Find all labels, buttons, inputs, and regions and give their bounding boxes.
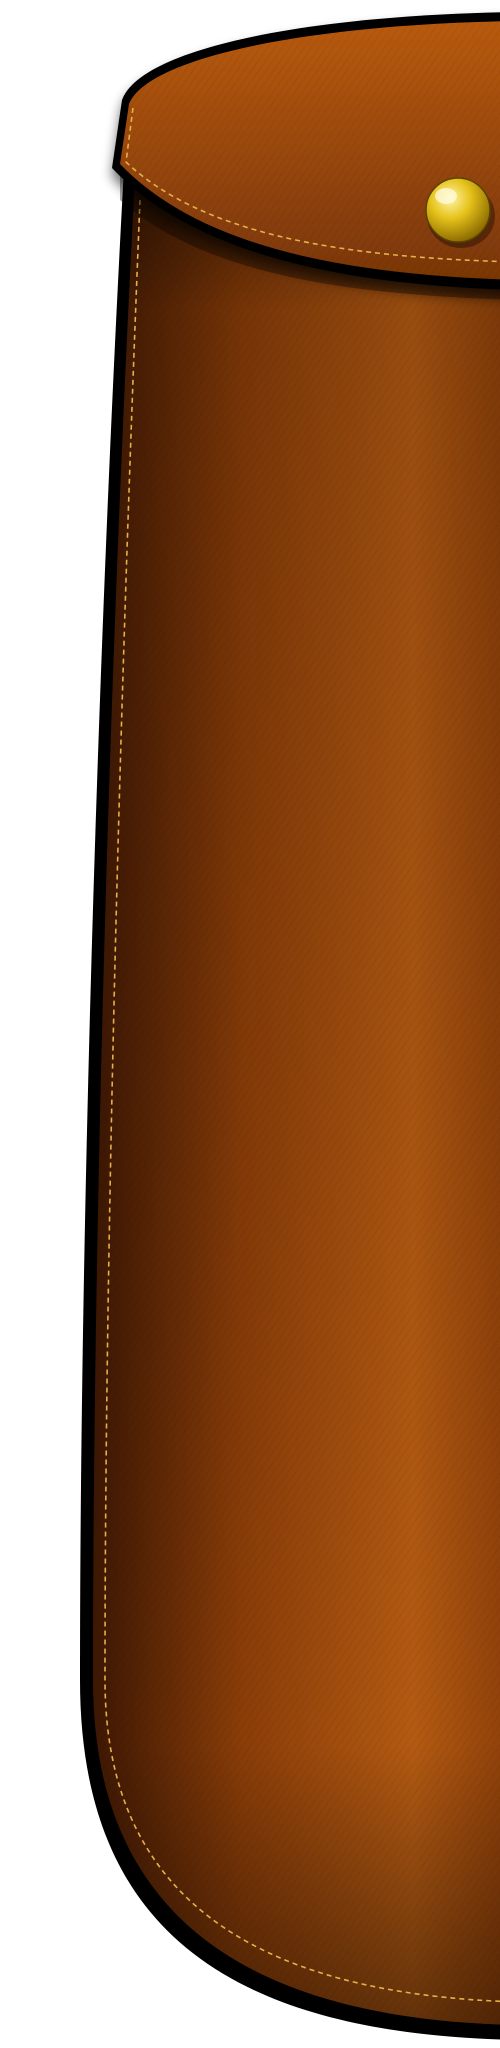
pouch-body-texture — [93, 160, 500, 2025]
